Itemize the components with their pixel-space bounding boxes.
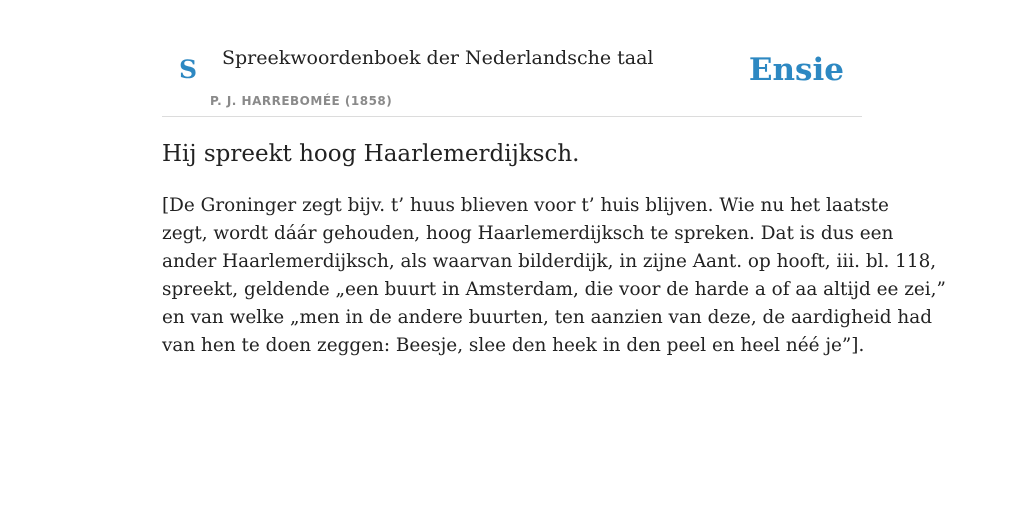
book-author: P. J. HARREBOMÉE (1858) <box>210 94 393 108</box>
brand-logo[interactable]: Ensie <box>748 52 844 88</box>
entry-body-line: zegt, wordt dáár gehouden, hoog Haarlemerdijksch te spreken. Dat is dus een <box>162 223 894 244</box>
book-title[interactable]: Spreekwoordenboek der Nederlandsche taal <box>222 47 654 69</box>
entry-body <box>162 192 946 360</box>
source-header <box>162 0 862 117</box>
entry-body-line: spreekt, geldende „een buurt in Amsterdam, die voor de harde a of aa altijd ee zei,” <box>162 279 946 300</box>
entry-body-line: en van welke „men in de andere buurten, ten aanzien van deze, de aardigheid had <box>162 307 932 328</box>
letter-badge[interactable]: S <box>179 55 198 84</box>
entry-body-line: ander Haarlemerdijksch, als waarvan bilderdijk, in zijne Aant. op hooft, iii. bl. 118, <box>162 251 937 272</box>
entry-body-line: van hen te doen zeggen: Beesje, slee den heek in den peel en heel néé je”]. <box>162 335 865 356</box>
entry-body-line: [De Groninger zegt bijv. t’ huus blieven voor t’ huis blijven. Wie nu het laatste <box>162 195 889 216</box>
entry-title: Hij spreekt hoog Haarlemerdijksch. <box>162 141 580 167</box>
